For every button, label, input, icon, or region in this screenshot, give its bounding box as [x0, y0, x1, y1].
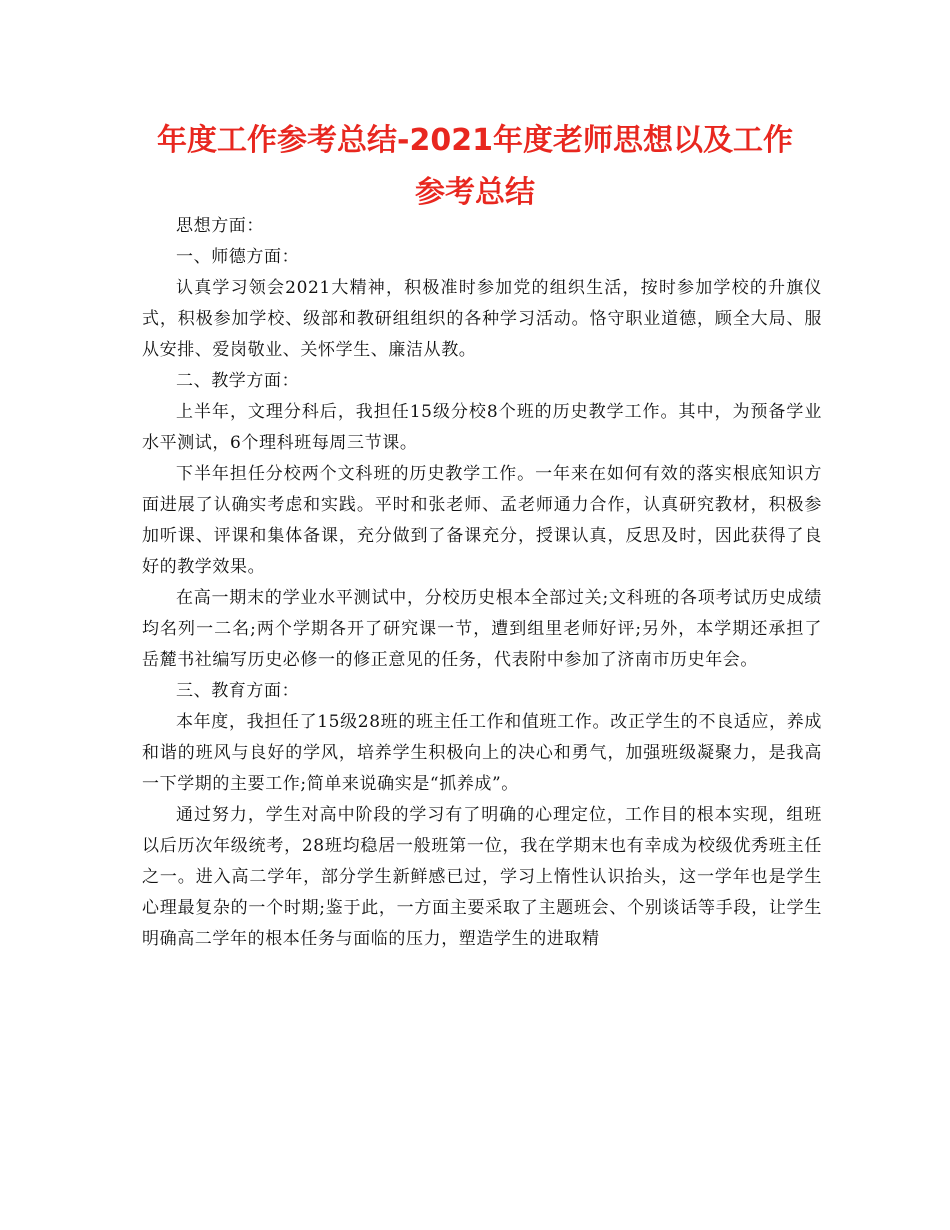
- paragraph-teaching-second-half: 下半年担任分校两个文科班的历史教学工作。一年来在如何有效的落实根底知识方面进展了认确实考虑和实践。平时和张老师、孟老师通力合作，认真研究教材，积极参加听课、评课和集体备课，充分做到了备课充分，授课认真，反思及时，因此获得了良好的教学效果。: [142, 464, 822, 577]
- document-body: [142, 211, 822, 955]
- paragraph-education-body: 本年度，我担任了15级28班的班主任工作和值班工作。改正学生的不良适应，养成和谐的班风与良好的学风，培养学生积极向上的决心和勇气，加强班级凝聚力，是我高一下学期的主要工作;简单来说确实是“抓养成”。: [142, 712, 822, 794]
- paragraph-ethics-heading: 一、师德方面：: [176, 247, 300, 267]
- paragraph-ethics-body: 认真学习领会2021大精神，积极准时参加党的组织生活，按时参加学校的升旗仪式，积极参加学校、级部和教研组组织的各种学习活动。恪守职业道德，顾全大局、服从安排、爱岗敬业、关怀学生、廉洁从教。: [142, 278, 822, 360]
- paragraph-education-heading: 三、教育方面：: [176, 681, 300, 701]
- paragraph-teaching-heading: 二、教学方面：: [176, 371, 300, 391]
- paragraph-teaching-first-half: 上半年，文理分科后，我担任15级分校8个班的历史教学工作。其中，为预备学业水平测试，6个理科班每周三节课。: [142, 402, 822, 453]
- paragraph-education-results: 通过努力，学生对高中阶段的学习有了明确的心理定位，工作目的根本实现，组班以后历次年级统考，28班均稳居一般班第一位，我在学期末也有幸成为校级优秀班主任之一。进入高二学年，部分学生新鲜感已过，学习上惰性认识抬头，这一学年也是学生心理最复杂的一个时期;鉴于此，一方面主要采取了主题班会、个别谈话等手段，让学生明确高二学年的根本任务与面临的压力，塑造学生的进取精: [142, 805, 822, 949]
- document-title-line-1: 年度工作参考总结-2021年度老师思想以及工作: [157, 123, 793, 158]
- paragraph-teaching-results: 在高一期末的学业水平测试中，分校历史根本全部过关;文科班的各项考试历史成绩均名列一二名;两个学期各开了研究课一节，遭到组里老师好评;另外，本学期还承担了岳麓书社编写历史必修一的修正意见的任务，代表附中参加了济南市历史年会。: [142, 588, 822, 670]
- paragraph-thought-heading: 思想方面：: [176, 216, 264, 236]
- document-title-line-2: 参考总结: [415, 175, 535, 210]
